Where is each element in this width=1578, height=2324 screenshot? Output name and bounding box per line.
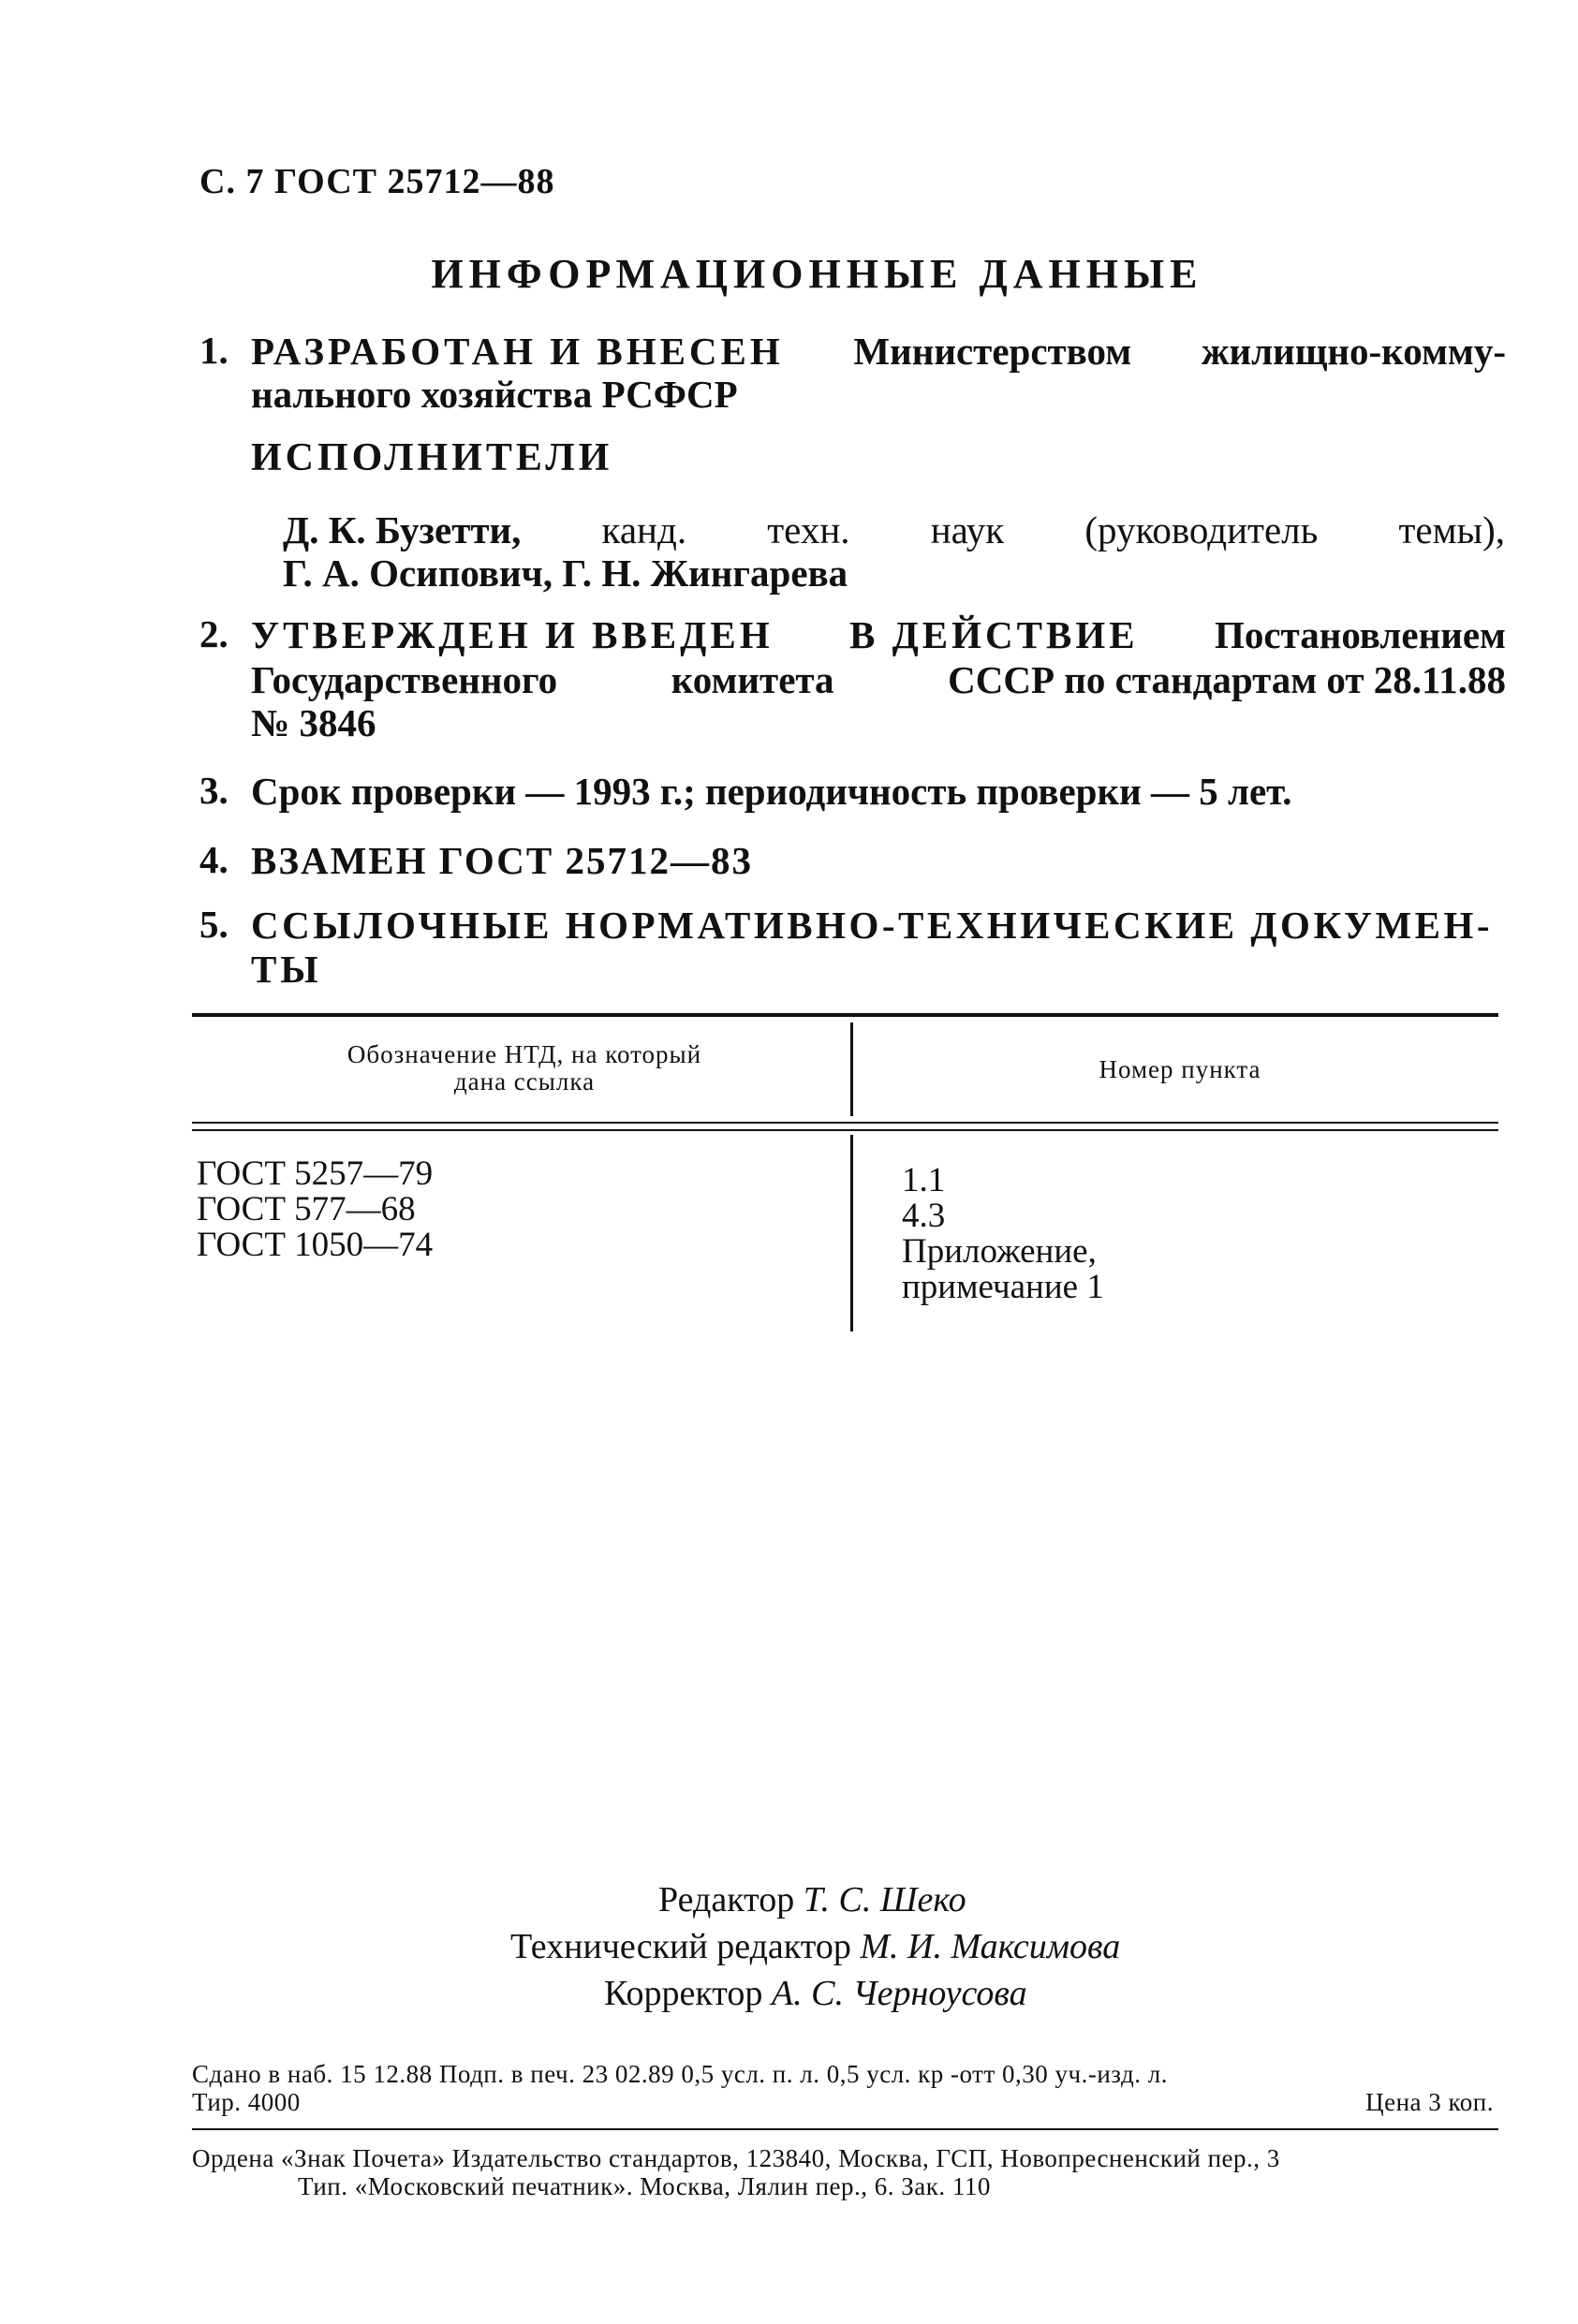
executor-name-1: Д. К. Бузетти, <box>283 508 522 552</box>
table-header-rule-2 <box>192 1129 1498 1131</box>
item-1-line-2: нального хозяйства РСФСР <box>251 373 738 416</box>
imprint-line-2-right: Цена 3 коп. <box>1365 2088 1494 2116</box>
executors-line-2: Г. А. Осипович, Г. Н. Жингарева <box>283 552 848 595</box>
credit-tech-role: Технический редактор <box>510 1927 851 1966</box>
table-col1-header-line-2: дана ссылка <box>453 1067 596 1096</box>
item-2-line-1 <box>251 611 1506 658</box>
table-col2-header: Номер пункта <box>1099 1055 1261 1083</box>
table-top-rule <box>192 1013 1498 1017</box>
table-header-divider <box>850 1022 853 1116</box>
item-5-number: 5. <box>199 903 229 946</box>
table-col1-header <box>215 1041 833 1096</box>
exec-word-2: техн. <box>767 508 850 552</box>
exec-word-3: наук <box>930 508 1005 552</box>
item-5-line-2: ТЫ <box>251 948 322 991</box>
table-row: ГОСТ 5257—79 <box>197 1155 434 1193</box>
item-4-number: 4. <box>199 838 229 881</box>
page-header: С. 7 ГОСТ 25712—88 <box>199 162 555 201</box>
item-2-line-3: № 3846 <box>251 701 376 744</box>
credit-tech-name: М. И. Максимова <box>860 1927 1121 1966</box>
exec-word-4: (руководитель <box>1084 508 1319 552</box>
item-1-lead: РАЗРАБОТАН И ВНЕСЕН <box>251 330 784 373</box>
exec-word-1: канд. <box>601 508 687 552</box>
item-2-line-2-word-3: СССР по стандартам от 28.11.88 <box>948 658 1506 701</box>
exec-word-5: темы), <box>1398 508 1505 552</box>
executors-label: ИСПОЛНИТЕЛИ <box>251 436 613 479</box>
item-4-text: ВЗАМЕН ГОСТ 25712—83 <box>251 839 753 882</box>
item-1-word-1: Министерством <box>853 330 1132 373</box>
table-body-divider <box>850 1135 853 1331</box>
table-col1-header-line-1: Обозначение НТД, на который <box>347 1040 702 1068</box>
credit-corrector-name: А. С. Черноусова <box>771 1974 1027 2013</box>
table-row: 4.3 <box>902 1197 946 1235</box>
item-2-line-2 <box>251 656 1506 703</box>
item-1-line-1 <box>251 328 1506 375</box>
table-row: Приложение, <box>902 1232 1097 1271</box>
item-1-number: 1. <box>199 329 229 372</box>
item-3-number: 3. <box>199 769 229 812</box>
item-2-word-2: Постановлением <box>1214 613 1506 656</box>
item-2-word-1: В ДЕЙСТВИЕ <box>848 613 1139 656</box>
item-2-line-2-word-2: комитета <box>671 658 834 701</box>
item-5-line-1: ССЫЛОЧНЫЕ НОРМАТИВНО-ТЕХНИЧЕСКИЕ ДОКУМЕН- <box>251 904 1494 947</box>
item-2-line-2-word-1: Государственного <box>251 658 558 701</box>
executors-line-1 <box>283 507 1505 553</box>
credit-corrector-role: Корректор <box>604 1974 763 2013</box>
item-2-number: 2. <box>199 612 229 655</box>
credit-editor <box>658 1879 966 1920</box>
page-title: ИНФОРМАЦИОННЫЕ ДАННЫЕ <box>431 251 1203 297</box>
table-row: примечание 1 <box>902 1268 1104 1306</box>
imprint-line-2-left: Тир. 4000 <box>192 2088 301 2116</box>
credit-corrector <box>604 1973 1027 2014</box>
table-col1-cell <box>197 1156 433 1263</box>
imprint-line-1: Сдано в наб. 15 12.88 Подп. в печ. 23 02.89 0,5 усл. п. л. 0,5 усл. кр -отт 0,30 уч.-изд. л. <box>192 2060 1168 2088</box>
item-2-lead: УТВЕРЖДЕН И ВВЕДЕН <box>251 613 774 656</box>
imprint-line-4: Тип. «Московский печатник». Москва, Лялин пер., 6. Зак. 110 <box>298 2172 991 2200</box>
table-row: 1.1 <box>902 1161 946 1199</box>
item-1-word-2: жилищно-комму- <box>1201 330 1506 373</box>
credit-editor-role: Редактор <box>658 1880 795 1920</box>
imprint-line-3: Ордена «Знак Почета» Издательство стандартов, 123840, Москва, ГСП, Новопресненский пер., 3 <box>192 2144 1280 2172</box>
table-row: ГОСТ 577—68 <box>197 1190 416 1228</box>
credit-tech-editor <box>510 1926 1120 1967</box>
table-col2-cell <box>902 1163 1104 1305</box>
credit-editor-name: Т. С. Шеко <box>803 1880 966 1920</box>
table-header-rule-1 <box>192 1122 1498 1124</box>
table-row: ГОСТ 1050—74 <box>197 1226 434 1264</box>
imprint-rule <box>192 2128 1498 2130</box>
item-3-text: Срок проверки — 1993 г.; периодичность проверки — 5 лет. <box>251 770 1292 813</box>
